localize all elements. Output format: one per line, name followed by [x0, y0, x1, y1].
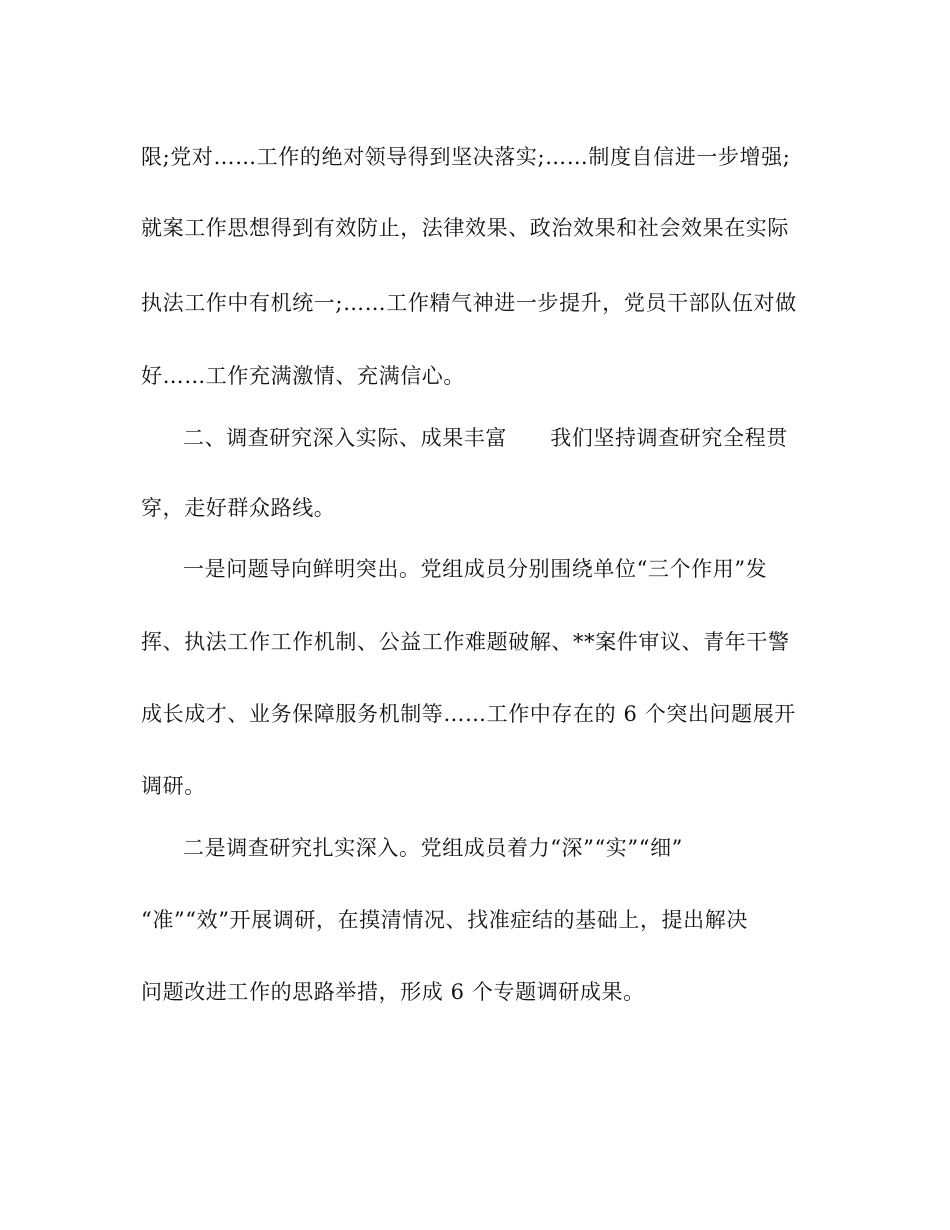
paragraph-start-line: 二是调查研究扎实深入。党组成员着力“深”“实”“细”	[183, 836, 684, 860]
paragraph-start-line: 一是问题导向鲜明突出。党组成员分别围绕单位“三个作用”发	[183, 557, 768, 581]
text-line: 执法工作中有机统一;……工作精气神进一步提升，党员干部队伍对做	[141, 291, 797, 315]
text-line: 成长成才、业务保障服务机制等……工作中存在的 6 个突出问题展开	[141, 702, 796, 726]
text-line: 就案工作思想得到有效防止，法律效果、政治效果和社会效果在实际	[141, 216, 789, 240]
text-line: 问题改进工作的思路举措，形成 6 个专题调研成果。	[141, 980, 645, 1004]
text-line: 调研。	[141, 774, 206, 798]
text-line: 限;党对……工作的绝对领导得到坚决落实;……制度自信进一步增强;	[141, 145, 791, 169]
text-line: 穿，走好群众路线。	[141, 496, 336, 520]
section-heading-line: 二、调查研究深入实际、成果丰富 我们坚持调查研究全程贯	[183, 426, 788, 450]
text-line: 挥、执法工作工作机制、公益工作难题破解、**案件审议、青年干警	[141, 630, 790, 654]
text-line: 好……工作充满激情、充满信心。	[141, 364, 465, 388]
text-line: “准”“效”开展调研，在摸清情况、找准症结的基础上，提出解决	[141, 908, 748, 932]
